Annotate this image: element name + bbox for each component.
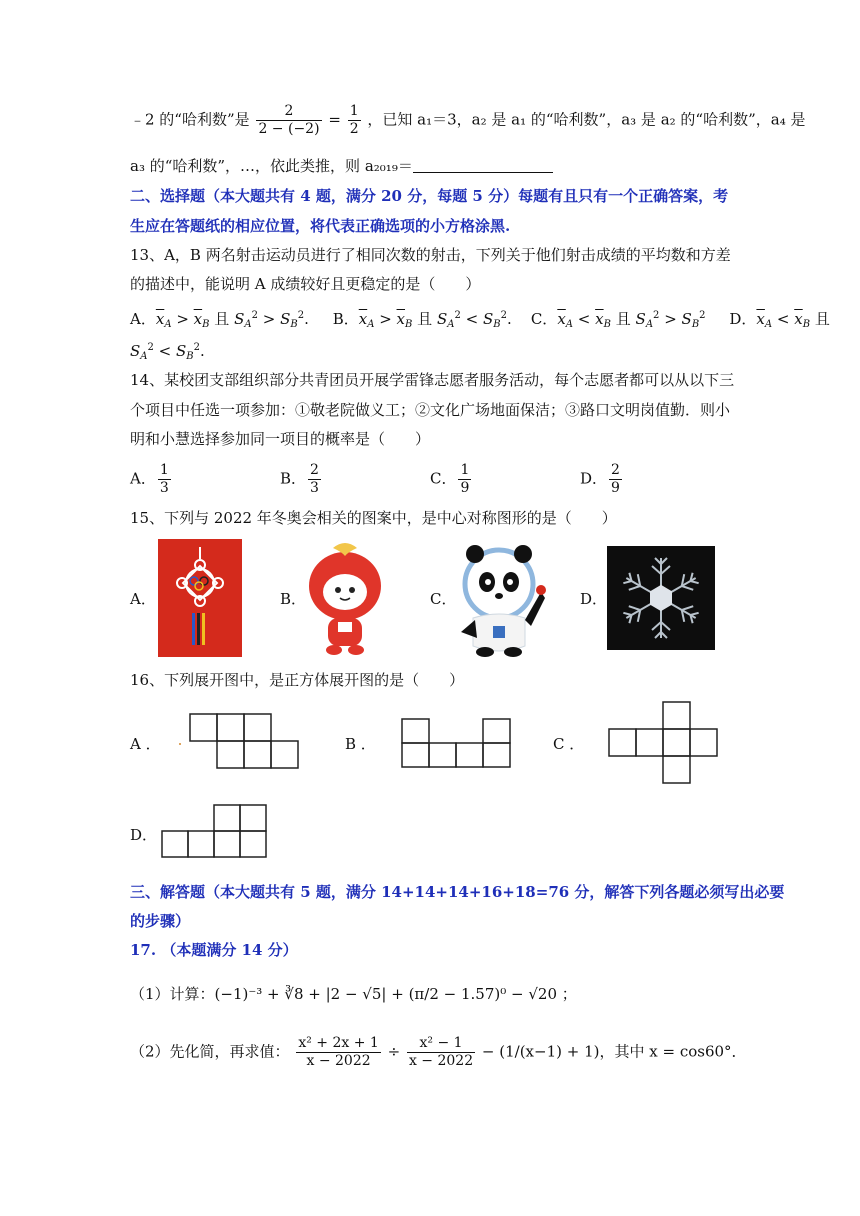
cube-net-d [161,804,269,860]
q16-label-d[interactable]: D． [130,826,158,844]
cube-net-a [176,713,302,771]
fraction-1: $\frac{\text{x² + 2x + 1}}{x - 2022}$ [298,1035,379,1069]
answer-blank[interactable] [413,158,553,173]
q17-part-2: （2）先化简，再求值： $\frac{\text{x² + 2x + 1}}{x - 2022}$ ÷ $\frac{\text{x² − 1}}{x - 2022}$ − (1/(x−1) + 1)，其中 x = cos60°． [130,1035,747,1069]
chinese-knot-image [158,539,242,657]
q14-option-d[interactable]: D． $\frac{2}{9}$ [580,462,620,496]
fraction-half: $\frac{1}{2}$ [349,103,359,137]
q13-option-a[interactable]: A．$\overline{x}_A > \overline{x}_B$ 且 $S_A^2 > S_B^2$. [130,310,309,330]
q13-option-d-cont: $S_A^2 < S_B^2$. [130,342,205,362]
q13-option-d[interactable]: D．$\overline{x}_A < \overline{x}_B$ 且 [729,310,830,330]
section-2-heading-2: 生应在答题纸的相应位置，将代表正确选项的小方格涂黑. [130,217,511,235]
cube-net-c [608,701,720,785]
q14-stem-3: 明和小慧选择参加同一项目的概率是（ ） [130,430,431,448]
q13-option-c[interactable]: C．$\overline{x}_A < \overline{x}_B$ 且 $S_A^2 > S_B^2$ [530,310,706,330]
q15-stem: 15、下列与 2022 年冬奥会相关的图案中，是中心对称图形的是（ ） [130,509,617,527]
shuey-rhon-rhon-mascot-image [300,538,390,658]
fraction-harry-def: $\frac{2}{2 - (-2)}$ [258,103,320,137]
q13-option-b[interactable]: B．$\overline{x}_A > \overline{x}_B$ 且 $S_A^2 < S_B^2$. [332,310,512,330]
q15-label-d[interactable]: D． [580,590,608,608]
q16-stem: 16、下列展开图中，是正方体展开图的是（ ） [130,671,465,689]
q16-label-a[interactable]: A ． [130,735,161,753]
q14-stem-2: 个项目中任选一项参加：①敬老院做义工；②文化广场地面保洁；③路口文明岗值勤．则小 [130,401,731,419]
q14-stem-1: 14、某校团支部组织部分共青团员开展学雷锋志愿者服务活动，每个志愿者都可以从以下三 [130,371,735,389]
q13-options [130,305,830,336]
fraction-2: $\frac{\text{x² − 1}}{x - 2022}$ [408,1035,474,1069]
q15-label-c[interactable]: C． [430,590,457,608]
q17-title: 17. （本题满分 14 分） [130,941,298,959]
section-2-heading-1: 二、选择题（本大题共有 4 题，满分 20 分，每题 5 分）每题有且只有一个正确答案，考 [130,187,729,205]
q14-option-b[interactable]: B． $\frac{2}{3}$ [280,462,319,496]
q16-label-b[interactable]: B ． [345,735,376,753]
q15-label-a[interactable]: A． [130,590,156,608]
q14-option-a[interactable]: A． $\frac{1}{3}$ [130,462,169,496]
q15-label-b[interactable]: B． [280,590,307,608]
q13-stem-2: 的描述中，能说明 A 成绩较好且更稳定的是（ ） [130,275,481,293]
q12-line-2: a₃ 的“哈利数”，…，依此类推，则 a₂₀₁₉＝ [130,155,553,177]
section-3-heading-2: 的步骤） [130,912,191,930]
cube-net-b [401,718,513,768]
q17-part-1-expression: (−1)⁻³ + ∛8 + |2 − √5| + (π/2 − 1.57)⁰ − √20 ； [214,985,577,1003]
q17-part-1: （1）计算：(−1)⁻³ + ∛8 + |2 − √5| + (π/2 − 1.57)⁰ − √20 ； [130,985,577,1003]
bing-dwen-dwen-mascot-image [455,540,547,658]
q16-label-c[interactable]: C ． [553,735,585,753]
section-3-heading-1: 三、解答题（本大题共有 5 题，满分 14+14+14+16+18=76 分，解答下列各题必须写出必要 [130,883,785,901]
q13-stem-1: 13、A，B 两名射击运动员进行了相同次数的射击，下列关于他们射击成绩的平均数和方差 [130,246,731,264]
q14-option-c[interactable]: C． $\frac{1}{9}$ [430,462,470,496]
snowflake-image [607,546,715,650]
q12-line-1: ﹣2 的“哈利数”是 $\frac{2}{2 - (-2)}$ = $\frac{1}{2}$ ，已知 a₁＝3，a₂ 是 a₁ 的“哈利数”，a₃ 是 a₂ 的“哈利数”，a₄ 是 [130,103,806,137]
